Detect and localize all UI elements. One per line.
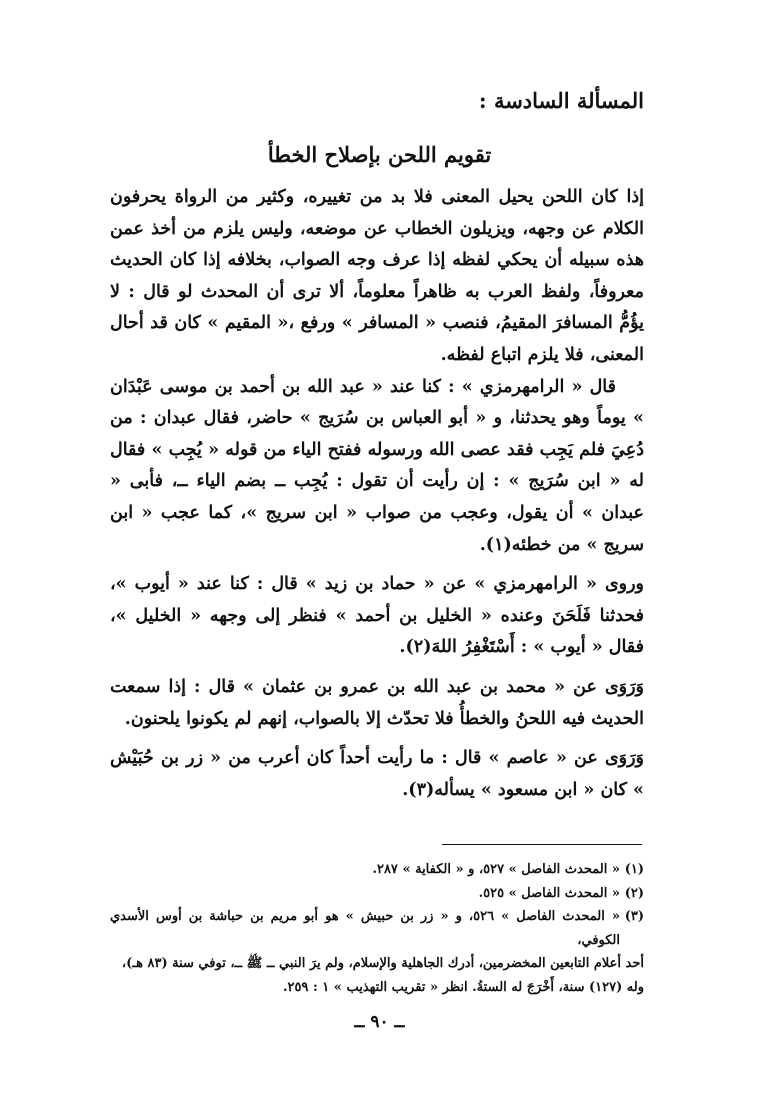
- footnote: [110, 858, 644, 882]
- footnote-number: (٣): [624, 909, 644, 924]
- footnote-text: « المحدث الفاصل » ٥٢٧، و « الكفاية » ٢٨٧.: [372, 862, 620, 877]
- footnote-separator: [442, 844, 642, 845]
- footnote-number: (١): [624, 862, 644, 877]
- body-text: [110, 182, 644, 806]
- paragraph: وَرَوَى عن « محمد بن عبد الله بن عمرو بن عثمان » قال : إذا سمعت الحديث فيه اللحنُ والخطأُ فلا تحدّث إلا بالصواب، إنهم لم يكونوا يلحنون.: [110, 676, 644, 729]
- footnote: [110, 882, 644, 906]
- page-number: ــ ٩٠ ــ: [354, 1012, 405, 1032]
- footnote: [110, 905, 644, 952]
- paragraph: قال « الرامهرمزي » : كنا عند « عبد الله بن أحمد بن موسى عَبْدَان » يوماً وهو يحدثنا، و « أبو العباس بن سُرَيج » حاضر، فقال عبدان : من دُعِيَ فلم يَجِب فقد عصى الله ورسوله ففتح الياء من قوله « يُجِب » فقال له « ابن سُرَيج » : إن رأيت أن تقول : يُجِب ــ بضم الياء ــ، فأبى « عبدان » أن يقول، وعجب من صواب « ابن سريج »، كما عجب « ابن سريج » من خطئه(١).: [110, 376, 644, 555]
- footnotes: [110, 858, 644, 999]
- paragraph: وروى « الرامهرمزي » عن « حماد بن زيد » قال : كنا عند « أيوب »، فحدثنا فَلَحَنَ وعنده « الخليل بن أحمد » فنظر إلى وجهه « الخليل »، فقال « أيوب » : أَسْتَغْفِرُ اللهَ(٢).: [110, 574, 644, 658]
- paragraph: وَرَوَى عن « عاصم » قال : ما رأيت أحداً كان أعرب من « زر بن حُبَيْش » كان « ابن مسعود » يسأله(٣).: [110, 748, 644, 800]
- footnote-text: « المحدث الفاصل » ٥٢٥.: [478, 885, 620, 901]
- footnote-text: « المحدث الفاصل » ٥٢٦، و « زر بن حبيش » هو أبو مريم بن حباشة بن أوس الأسدي الكوفي،: [110, 909, 620, 948]
- paragraph: إذا كان اللحن يحيل المعنى فلا بد من تغييره، وكثير من الرواة يحرفون الكلام عن وجهه، ويزيلون الخطاب عن موضعه، وليس يلزم من أخذ عمن هذه سبيله أن يحكي لفظه إذا عرف وجه الصواب، بخلافه إذا كان الحديث معروفاً، ولفظ العرب به ظاهراً معلوماً، ألا ترى أن المحدث لو قال : لا يؤُمُّ المسافرَ المقيمُ، فنصب « المسافر » ورفع ،« المقيم » كان قد أحال المعنى، فلا يلزم اتباع لفظه.: [110, 187, 644, 365]
- section-heading: المسألة السادسة :: [478, 88, 644, 113]
- section-title: تقويم اللحن بإصلاح الخطأ: [267, 142, 492, 167]
- footnote-number: (٢): [624, 885, 644, 901]
- footnote-continuation: أحد أعلام التابعين المخضرمين، أدرك الجاهلية والإسلام، ولم يرَ النبي ــ ﷺ ــ، توفي سنة (٨٣ هـ)، وله (١٢٧) سنة، أَخْرَجَ له الستةُ. انظر « تقريب التهذيب » ١ : ٢٥٩.: [121, 956, 644, 995]
